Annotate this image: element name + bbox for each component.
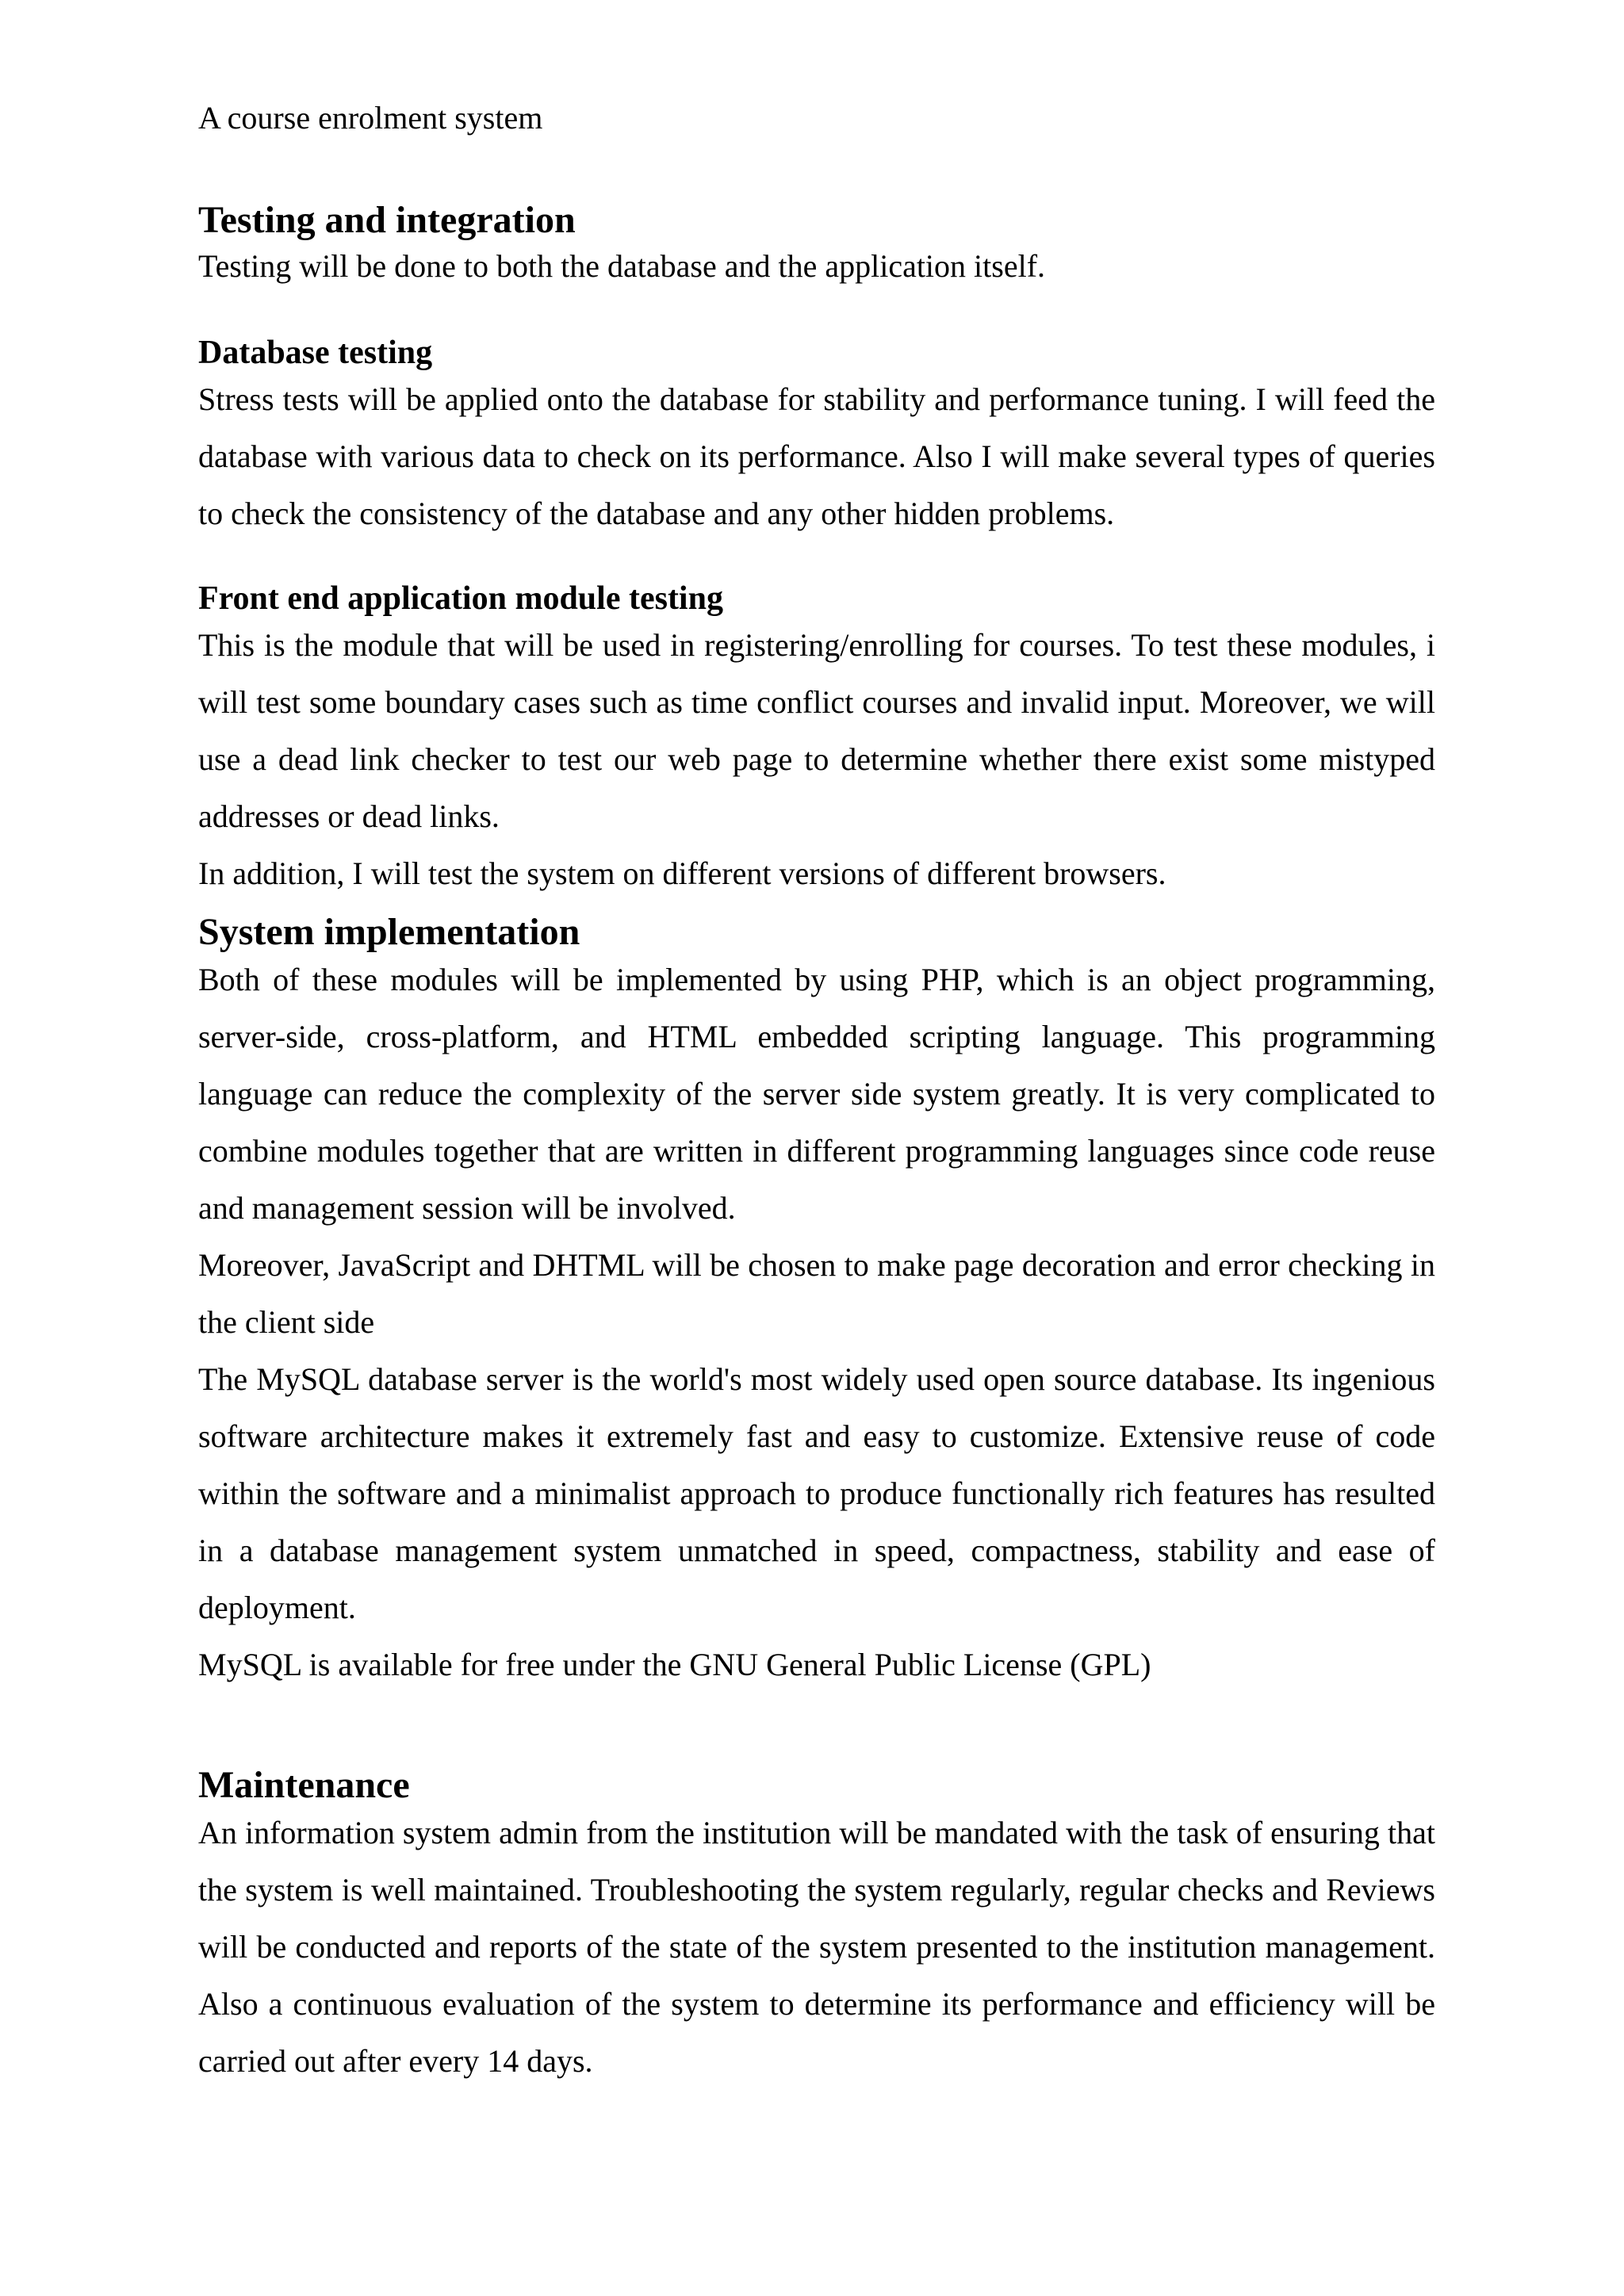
running-title: A course enrolment system (198, 100, 543, 136)
implementation-php-paragraph: Both of these modules will be implemented by using PHP, which is an object programming, server-side, cross-platform, and HTML embedded scripting language. This programming language can reduce the complexity of the server side system greatly. It is very complicated to combine modules together that are written in different programming languages since code reuse and management session will be involved. (198, 962, 1435, 1226)
database-testing-paragraph: Stress tests will be applied onto the database for stability and performance tuning. I will feed the database with various data to check on its performance. Also I will make several types of queries to check the consistency of the database and any other hidden problems. (198, 381, 1435, 531)
heading-frontend-testing: Front end application module testing (198, 580, 723, 617)
frontend-browsers-paragraph: In addition, I will test the system on different versions of different browsers. (198, 855, 1166, 891)
implementation-mysql-paragraph: The MySQL database server is the world's most widely used open source database. Its ingenious software architecture makes it extremely fast and easy to customize. Extensive reuse of code within the software and a minimalist approach to produce functionally rich features has resulted in a database management system unmatched in speed, compactness, stability and ease of deployment. (198, 1361, 1435, 1625)
section-database-testing (198, 331, 1435, 542)
section-maintenance (198, 1762, 1435, 2090)
maintenance-paragraph: An information system admin from the institution will be mandated with the task of ensuring that the system is well maintained. Troubleshooting the system regularly, regular checks and Reviews will be conducted and reports of the state of the system presented to the institution management. Also a continuous evaluation of the system to determine its performance and efficiency will be carried out after every 14 days. (198, 1815, 1435, 2079)
heading-database-testing: Database testing (198, 335, 433, 371)
section-system-implementation (198, 909, 1435, 1693)
heading-testing-integration: Testing and integration (198, 199, 576, 241)
heading-system-implementation: System implementation (198, 911, 580, 953)
section-testing-integration (198, 197, 1435, 289)
testing-intro-paragraph: Testing will be done to both the database and the application itself. (198, 248, 1046, 284)
section-frontend-testing (198, 577, 1435, 902)
frontend-testing-paragraph: This is the module that will be used in registering/enrolling for courses. To test these modules, i will test some boundary cases such as time conflict courses and invalid input. Moreover, we will use a dead link checker to test our web page to determine whether there exist some mistyped addresses or dead links. (198, 627, 1435, 834)
implementation-license-paragraph: MySQL is available for free under the GNU General Public License (GPL) (198, 1647, 1151, 1682)
heading-maintenance: Maintenance (198, 1764, 410, 1806)
implementation-javascript-paragraph: Moreover, JavaScript and DHTML will be chosen to make page decoration and error checking in the client side (198, 1247, 1435, 1340)
